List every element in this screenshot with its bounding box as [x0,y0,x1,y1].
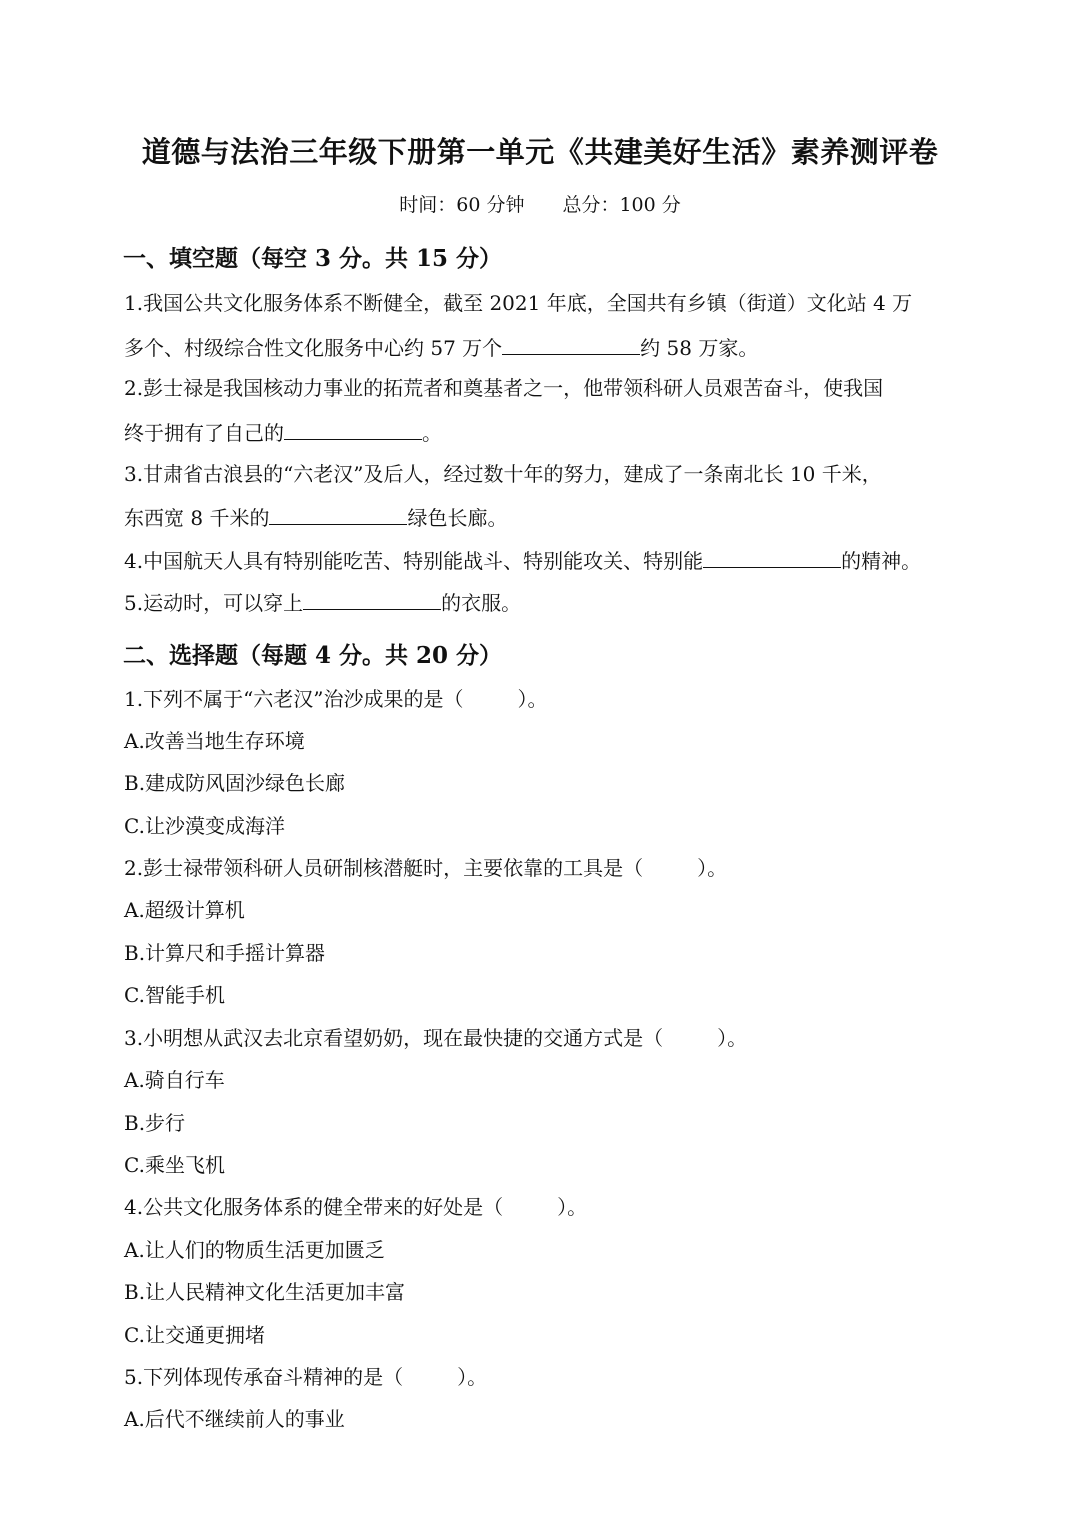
section-choice-heading: 二、选择题（每题 4 分。共 20 分） [123,642,503,669]
choice-q2-option-c: C.智能手机 [124,983,225,1007]
fill-q2-text-a: 终于拥有了自己的 [124,421,284,445]
choice-q3-stem [124,1028,747,1048]
fill-q2-line1: 2.彭士禄是我国核动力事业的拓荒者和奠基者之一，他带领科研人员艰苦奋斗，使我国 [124,376,884,400]
fill-q5-line [124,591,521,613]
page-title: 道德与法治三年级下册第一单元《共建美好生活》素养测评卷 [141,135,939,169]
choice-q2-option-b: B.计算尺和手摇计算器 [124,941,326,965]
fill-q1-line2 [124,336,758,358]
choice-q4-stem [124,1197,587,1217]
choice-q1-option-a: A.改善当地生存环境 [124,729,305,753]
fill-q5-blank[interactable] [303,591,441,610]
fill-q4-text-a: 4.中国航天人具有特别能吃苦、特别能战斗、特别能攻关、特别能 [124,549,704,573]
choice-q3-stem-text: 3.小明想从武汉去北京看望奶奶，现在最快捷的交通方式是（ [124,1026,664,1050]
exam-meta [0,190,1080,217]
fill-q2-text-b: 。 [422,421,442,445]
fill-q3-blank[interactable] [269,506,407,525]
fill-q3-line1: 3.甘肃省古浪县的“六老汉”及后人，经过数十年的努力，建成了一条南北长 10 千米， [124,462,882,486]
fill-q3-text-b: 绿色长廊。 [407,506,508,530]
choice-q4-option-a: A.让人们的物质生活更加匮乏 [124,1238,385,1262]
choice-q4-option-b: B.让人民精神文化生活更加丰富 [124,1280,406,1304]
exam-time: 时间：60 分钟 [399,194,525,216]
choice-q3-stem-end: ）。 [717,1026,748,1050]
fill-q2-line2 [124,421,442,443]
choice-q5-stem-end: ）。 [457,1365,488,1389]
choice-q1-stem-end: ）。 [517,687,548,711]
fill-q1-text-b: 约 58 万家。 [640,336,759,360]
fill-q4-line [124,549,921,571]
choice-q3-option-a: A.骑自行车 [124,1068,225,1092]
choice-q4-stem-end: ）。 [557,1195,588,1219]
choice-q2-stem-end: ）。 [697,856,728,880]
fill-q3-text-a: 东西宽 8 千米的 [124,506,270,530]
choice-q1-stem [124,689,548,709]
choice-q1-option-c: C.让沙漠变成海洋 [124,814,285,838]
choice-q5-stem-text: 5.下列体现传承奋斗精神的是（ [124,1365,404,1389]
choice-q1-stem-text: 1.下列不属于“六老汉”治沙成果的是（ [124,687,464,711]
choice-q5-option-a: A.后代不继续前人的事业 [124,1407,345,1431]
choice-q2-option-a: A.超级计算机 [124,898,245,922]
choice-q4-stem-text: 4.公共文化服务体系的健全带来的好处是（ [124,1195,504,1219]
fill-q5-text-b: 的衣服。 [441,591,522,615]
fill-q5-text-a: 5.运动时，可以穿上 [124,591,304,615]
exam-total-score: 总分：100 分 [562,194,681,216]
fill-q1-blank[interactable] [502,336,640,355]
choice-q5-stem [124,1367,487,1387]
fill-q4-blank[interactable] [703,549,841,568]
fill-q2-blank[interactable] [284,421,422,440]
choice-q2-stem-text: 2.彭士禄带领科研人员研制核潜艇时，主要依靠的工具是（ [124,856,644,880]
choice-q4-option-c: C.让交通更拥堵 [124,1323,265,1347]
choice-q3-option-b: B.步行 [124,1111,186,1135]
choice-q2-stem [124,858,727,878]
section-fill-blank-heading: 一、填空题（每空 3 分。共 15 分） [123,245,503,272]
fill-q1-text-a: 多个、村级综合性文化服务中心约 57 万个 [124,336,503,360]
choice-q1-option-b: B.建成防风固沙绿色长廊 [124,771,346,795]
fill-q1-line1: 1.我国公共文化服务体系不断健全，截至 2021 年底，全国共有乡镇（街道）文化站 4 万 [124,291,913,315]
fill-q3-line2 [124,506,507,528]
fill-q4-text-b: 的精神。 [841,549,922,573]
choice-q3-option-c: C.乘坐飞机 [124,1153,225,1177]
